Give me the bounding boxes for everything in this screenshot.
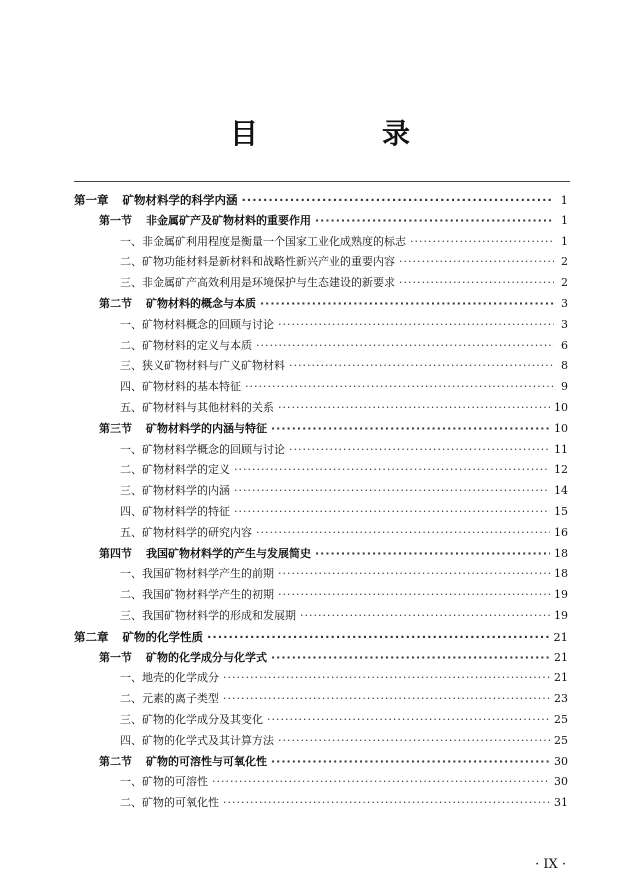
toc-entry-title: 一、矿物的可溶性	[120, 775, 208, 789]
dot-leader	[300, 606, 550, 627]
toc-entry-label	[99, 544, 311, 565]
toc-entry-section[interactable]	[0, 211, 568, 232]
toc-entry-item[interactable]	[0, 252, 568, 273]
title-divider	[74, 181, 570, 182]
toc-entry-number: 第一节	[99, 213, 132, 227]
toc-entry-page: 9	[561, 380, 568, 394]
toc-entry-title: 矿物的可溶性与可氧化性	[146, 754, 267, 768]
toc-entry-title: 二、元素的离子类型	[120, 692, 219, 706]
toc-entry-label	[74, 627, 203, 648]
toc-entry-page: 2	[561, 276, 568, 290]
toc-entry-title: 矿物材料学的内涵与特征	[146, 421, 267, 435]
toc-entry-label	[120, 377, 241, 398]
toc-entry-item[interactable]	[0, 502, 568, 523]
toc-entry-page: 14	[554, 484, 568, 498]
toc-entry-section[interactable]	[0, 294, 568, 315]
toc-entry-page: 1	[560, 193, 568, 207]
dot-leader	[271, 419, 550, 440]
dot-leader	[212, 772, 550, 793]
toc-entry-label	[120, 398, 274, 419]
toc-entry-item[interactable]	[0, 398, 568, 419]
toc-entry-title: 四、矿物材料的基本特征	[120, 380, 241, 394]
toc-entry-label	[120, 440, 285, 461]
toc-entry-label	[120, 772, 208, 793]
toc-entry-page: 3	[561, 296, 568, 310]
toc-entry-item[interactable]	[0, 523, 568, 544]
toc-entry-item[interactable]	[0, 273, 568, 294]
toc-entry-page: 16	[554, 525, 568, 539]
page-title: 目 录	[229, 117, 458, 150]
toc-entry-title: 一、矿物材料学概念的回顾与讨论	[120, 442, 285, 456]
toc-entry-page: 21	[554, 671, 568, 685]
toc-entry-label	[120, 336, 252, 357]
toc-entry-section[interactable]	[0, 544, 568, 565]
toc-entry-label	[99, 211, 311, 232]
toc-entry-title: 矿物材料的概念与本质	[146, 296, 256, 310]
toc-entry-label	[120, 502, 230, 523]
toc-entry-label	[120, 273, 395, 294]
toc-entry-title: 矿物的化学性质	[122, 629, 203, 644]
toc-entry-label	[120, 252, 395, 273]
dot-leader	[278, 585, 550, 606]
toc-entry-title: 五、矿物材料学的研究内容	[120, 525, 252, 539]
toc-entry-chapter[interactable]	[0, 627, 568, 648]
toc-entry-title: 非金属矿产及矿物材料的重要作用	[146, 213, 311, 227]
toc-entry-label	[120, 793, 219, 814]
toc-entry-title: 我国矿物材料学的产生与发展简史	[146, 546, 311, 560]
toc-entry-title: 一、矿物材料概念的回顾与讨论	[120, 317, 274, 331]
toc-entry-page: 30	[554, 775, 568, 789]
toc-entry-page: 1	[561, 213, 568, 227]
toc-entry-label	[120, 460, 230, 481]
toc-entry-label	[120, 585, 274, 606]
dot-leader	[271, 752, 550, 773]
toc-entry-number: 第二章	[74, 629, 109, 644]
toc-entry-page: 23	[554, 692, 568, 706]
dot-leader	[410, 232, 554, 253]
dot-leader	[315, 544, 550, 565]
dot-leader	[223, 689, 550, 710]
toc-entry-item[interactable]	[0, 564, 568, 585]
dot-leader	[256, 336, 554, 357]
toc-entry-number: 第三节	[99, 421, 132, 435]
dot-leader	[256, 523, 550, 544]
toc-entry-title: 二、我国矿物材料学产生的初期	[120, 588, 274, 602]
toc-entry-item[interactable]	[0, 731, 568, 752]
toc-entry-item[interactable]	[0, 232, 568, 253]
toc-entry-item[interactable]	[0, 377, 568, 398]
toc-entry-title: 矿物的化学成分与化学式	[146, 650, 267, 664]
toc-entry-number: 第一节	[99, 650, 132, 664]
toc-entry-page: 10	[554, 421, 568, 435]
toc-entry-label	[120, 564, 274, 585]
toc-entry-label	[120, 731, 274, 752]
toc-entry-number: 第二节	[99, 296, 132, 310]
toc-entry-title: 三、狭义矿物材料与广义矿物材料	[120, 359, 285, 373]
toc-entry-label	[120, 356, 285, 377]
toc-entry-label	[120, 523, 252, 544]
dot-leader	[399, 252, 554, 273]
toc-entry-page: 25	[554, 712, 568, 726]
toc-entry-item[interactable]	[0, 668, 568, 689]
toc-entry-label	[120, 689, 219, 710]
toc-entry-page: 19	[554, 588, 568, 602]
dot-leader	[289, 440, 550, 461]
toc-entry-label	[99, 752, 267, 773]
toc-entry-title: 五、矿物材料与其他材料的关系	[120, 400, 274, 414]
toc-entry-page: 12	[554, 463, 568, 477]
toc-entry-item[interactable]	[0, 440, 568, 461]
toc-entry-page: 10	[554, 400, 568, 414]
toc-entry-page: 6	[561, 338, 568, 352]
toc-entry-item[interactable]	[0, 460, 568, 481]
toc-entry-page: 1	[561, 234, 568, 248]
dot-leader	[245, 377, 554, 398]
dot-leader	[278, 315, 554, 336]
toc-entry-title: 四、矿物材料学的特征	[120, 504, 230, 518]
toc-entry-title: 矿物材料学的科学内涵	[122, 193, 238, 207]
toc-entry-number: 第一章	[74, 193, 109, 207]
dot-leader	[315, 211, 554, 232]
toc-entry-label	[120, 606, 296, 627]
toc-entry-title: 三、矿物材料学的内涵	[120, 484, 230, 498]
toc-entry-title: 三、我国矿物材料学的形成和发展期	[120, 608, 296, 622]
toc-entry-number: 第二节	[99, 754, 132, 768]
toc-entry-title: 二、矿物材料学的定义	[120, 463, 230, 477]
toc-entry-title: 二、矿物的可氧化性	[120, 796, 219, 810]
dot-leader	[234, 460, 550, 481]
toc-entry-item[interactable]	[0, 356, 568, 377]
toc-entry-section[interactable]	[0, 419, 568, 440]
toc-entry-label	[120, 315, 274, 336]
toc-entry-page: 18	[554, 567, 568, 581]
toc-entry-page: 2	[561, 255, 568, 269]
toc-entry-label	[120, 668, 219, 689]
toc-entry-section[interactable]	[0, 752, 568, 773]
toc-entry-item[interactable]	[0, 585, 568, 606]
toc-entry-page: 3	[561, 317, 568, 331]
toc-entry-title: 四、矿物的化学式及其计算方法	[120, 733, 274, 747]
toc-entry-page: 31	[554, 796, 568, 810]
dot-leader	[234, 481, 550, 502]
toc-entry-page: 19	[554, 608, 568, 622]
dot-leader	[260, 294, 554, 315]
toc-entry-item[interactable]	[0, 315, 568, 336]
toc-entry-item[interactable]	[0, 336, 568, 357]
dot-leader	[242, 190, 555, 211]
dot-leader	[234, 502, 550, 523]
toc-entry-title: 一、非金属矿利用程度是衡量一个国家工业化成熟度的标志	[120, 234, 406, 248]
dot-leader	[289, 356, 554, 377]
toc-entry-page: 15	[554, 504, 568, 518]
dot-leader	[223, 668, 550, 689]
toc-entry-item[interactable]	[0, 481, 568, 502]
dot-leader	[278, 564, 550, 585]
toc-entry-item[interactable]	[0, 772, 568, 793]
toc-entry-item[interactable]	[0, 793, 568, 814]
toc-entry-page: 18	[554, 546, 568, 560]
dot-leader	[399, 273, 554, 294]
toc-entry-label	[99, 419, 267, 440]
dot-leader	[278, 731, 550, 752]
toc-entry-title: 三、非金属矿产高效利用是环境保护与生态建设的新要求	[120, 276, 395, 290]
dot-leader	[278, 398, 550, 419]
toc-entry-title: 三、矿物的化学成分及其变化	[120, 712, 263, 726]
toc-entry-title: 一、地壳的化学成分	[120, 671, 219, 685]
page-number: · IX ·	[535, 857, 566, 872]
dot-leader	[223, 793, 550, 814]
toc-entry-title: 一、我国矿物材料学产生的前期	[120, 567, 274, 581]
toc-entry-chapter[interactable]	[0, 190, 568, 211]
dot-leader	[271, 648, 550, 669]
toc-entry-label	[99, 648, 267, 669]
dot-leader	[207, 627, 549, 648]
toc-entry-page: 21	[553, 629, 568, 644]
toc-entry-page: 21	[554, 650, 568, 664]
toc-entry-title: 二、矿物功能材料是新材料和战略性新兴产业的重要内容	[120, 255, 395, 269]
table-of-contents	[0, 190, 640, 814]
toc-entry-page: 25	[554, 733, 568, 747]
toc-entry-page: 8	[561, 359, 568, 373]
toc-entry-item[interactable]	[0, 689, 568, 710]
toc-entry-section[interactable]	[0, 648, 568, 669]
toc-entry-title: 二、矿物材料的定义与本质	[120, 338, 252, 352]
toc-entry-page: 11	[554, 442, 568, 456]
toc-entry-label	[99, 294, 256, 315]
toc-entry-item[interactable]	[0, 606, 568, 627]
toc-entry-label	[120, 710, 263, 731]
toc-entry-item[interactable]	[0, 710, 568, 731]
toc-entry-page: 30	[554, 754, 568, 768]
toc-entry-label	[74, 190, 238, 211]
dot-leader	[267, 710, 550, 731]
toc-entry-number: 第四节	[99, 546, 132, 560]
toc-entry-label	[120, 481, 230, 502]
toc-entry-label	[120, 232, 406, 253]
